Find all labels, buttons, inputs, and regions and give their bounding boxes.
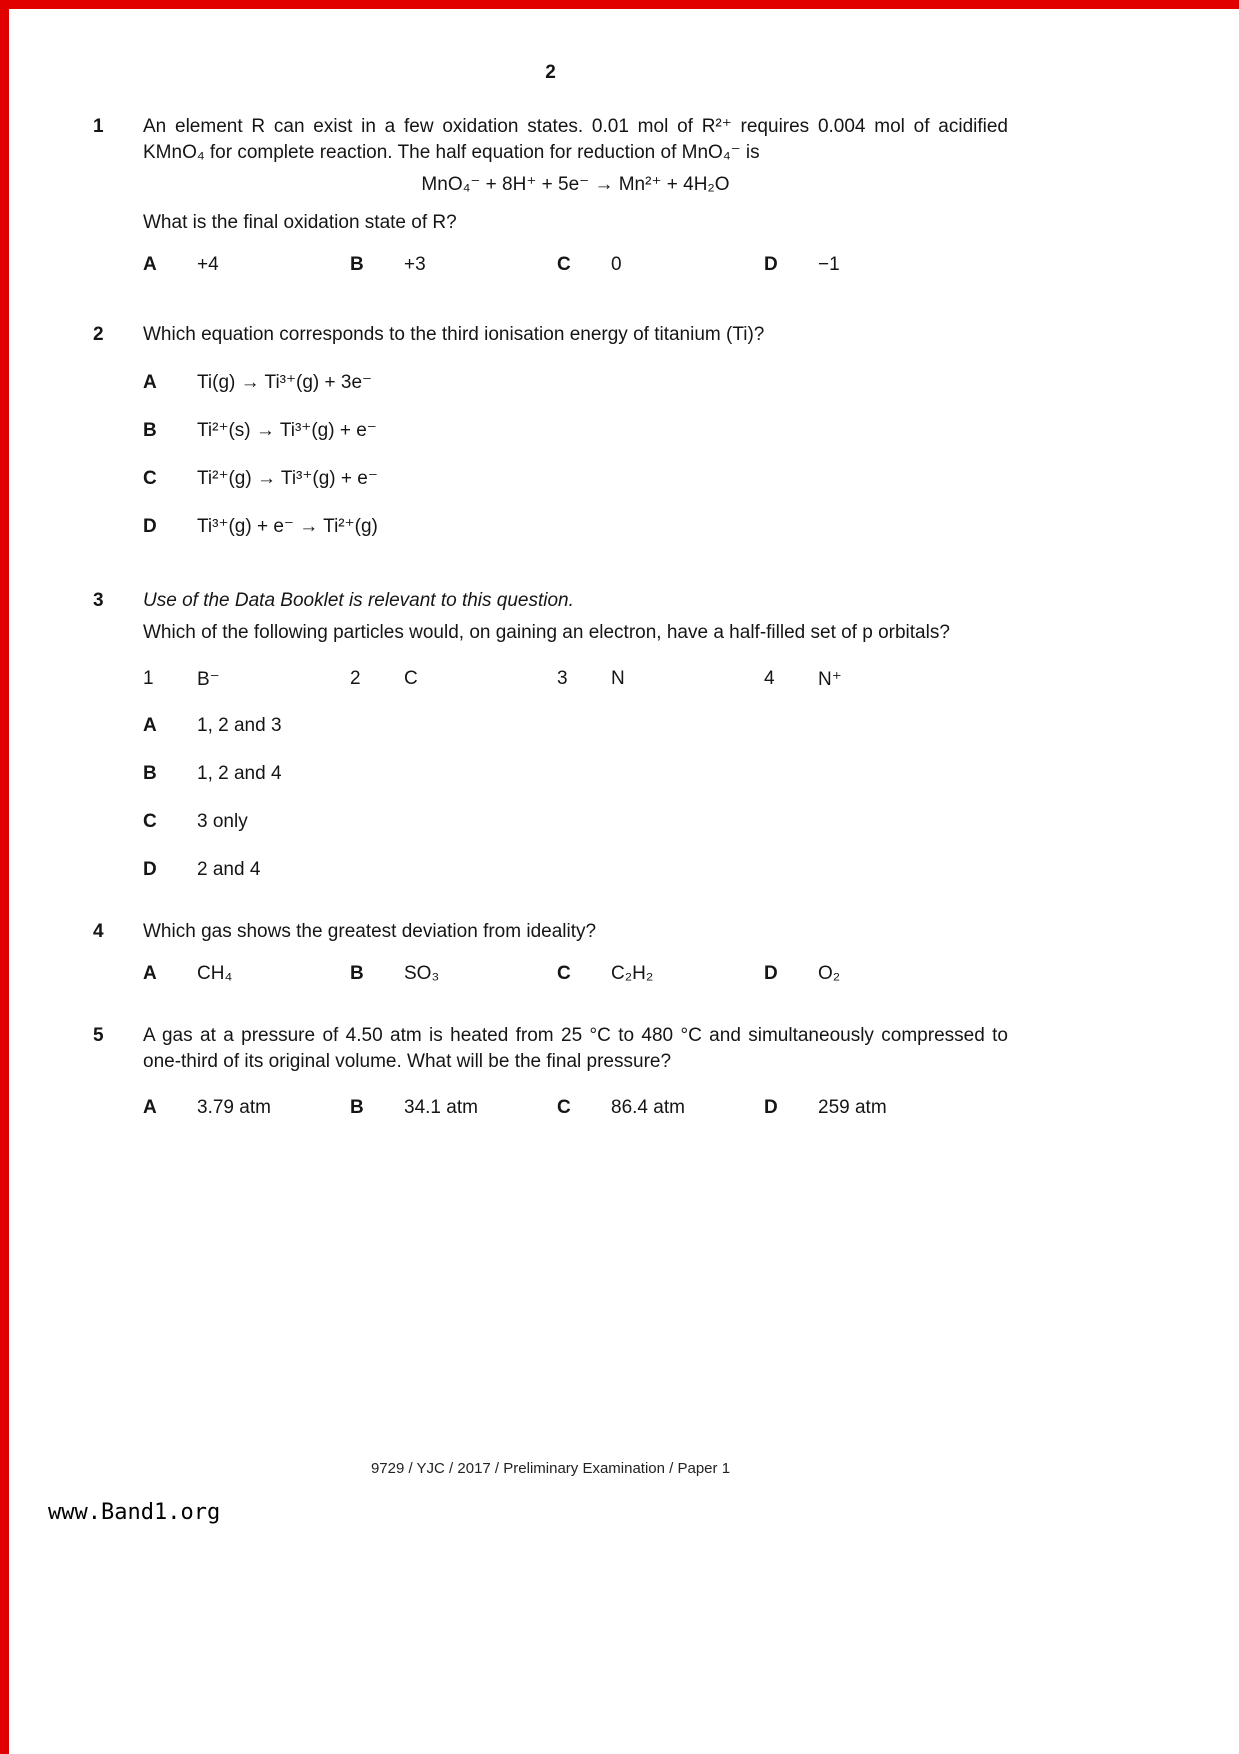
option-value: O₂ [818, 963, 841, 984]
option-label: D [143, 516, 157, 537]
option-c [557, 963, 764, 985]
question-2 [93, 322, 1008, 540]
website-watermark: www.Band1.org [48, 1500, 221, 1525]
option-label: D [764, 1097, 778, 1118]
option-value: 259 atm [818, 1097, 887, 1118]
statement-3 [557, 668, 764, 691]
option-b [350, 963, 557, 985]
option-label: A [143, 1097, 157, 1118]
option-label: B [350, 1097, 364, 1118]
question-2-number: 2 [93, 324, 104, 345]
question-1-half-equation: MnO₄⁻ + 8H⁺ + 5e⁻ → Mn²⁺ + 4H₂O [421, 174, 730, 195]
page-content [93, 62, 1008, 1119]
option-a [143, 713, 1008, 739]
option-label: B [143, 420, 157, 441]
option-label: C [557, 963, 571, 984]
statement-label: 2 [350, 668, 361, 689]
option-label: A [143, 254, 157, 275]
option-value: 3 only [197, 811, 248, 832]
option-label: C [143, 811, 157, 832]
option-label: D [143, 859, 157, 880]
statement-1 [143, 668, 350, 691]
question-1 [93, 114, 1008, 276]
question-2-body [143, 322, 1008, 540]
question-3-body [143, 588, 1008, 883]
option-d [143, 514, 1008, 540]
question-5-body [143, 1023, 1008, 1119]
option-value: C₂H₂ [611, 963, 654, 984]
option-c [557, 254, 764, 276]
option-label: A [143, 715, 157, 736]
question-4-text: Which gas shows the greatest deviation from ideality? [143, 921, 597, 942]
question-1-text: An element R can exist in a few oxidation states. 0.01 mol of R²⁺ requires 0.004 mol of acidified KMnO₄ for complete reaction. The half equation for reduction of MnO₄⁻ is [143, 116, 1008, 163]
option-value: 86.4 atm [611, 1097, 685, 1118]
option-c [143, 466, 1008, 492]
statement-value: N⁺ [818, 669, 842, 690]
option-value: SO₃ [404, 963, 440, 984]
question-1-prompt: What is the final oxidation state of R? [143, 212, 457, 233]
option-label: B [350, 963, 364, 984]
option-d [764, 1097, 971, 1119]
statement-label: 4 [764, 668, 775, 689]
option-value: 3.79 atm [197, 1097, 271, 1118]
option-label: C [557, 1097, 571, 1118]
statement-4 [764, 668, 971, 691]
option-d [764, 963, 971, 985]
question-3-text: Which of the following particles would, on gaining an electron, have a half-filled set of p orbitals? [143, 622, 950, 643]
option-label: A [143, 963, 157, 984]
question-3-number: 3 [93, 590, 104, 611]
question-4 [93, 919, 1008, 985]
option-value: 34.1 atm [404, 1097, 478, 1118]
option-value: CH₄ [197, 963, 233, 984]
option-value: 0 [611, 254, 622, 275]
option-b [350, 1097, 557, 1119]
option-b [143, 761, 1008, 787]
option-label: D [764, 254, 778, 275]
option-value: Ti²⁺(g) → Ti³⁺(g) + e⁻ [197, 468, 378, 489]
top-red-border [0, 0, 1239, 9]
option-value: 2 and 4 [197, 859, 261, 880]
data-booklet-note: Use of the Data Booklet is relevant to this question. [143, 590, 574, 611]
option-value: −1 [818, 254, 840, 275]
option-d [143, 857, 1008, 883]
option-value: +4 [197, 254, 219, 275]
question-1-number: 1 [93, 116, 104, 137]
option-d [764, 254, 971, 276]
statement-value: N [611, 668, 625, 689]
question-5 [93, 1023, 1008, 1119]
question-3 [93, 588, 1008, 883]
question-1-options [143, 254, 1008, 276]
statement-value: C [404, 668, 418, 689]
option-a [143, 963, 350, 985]
option-b [143, 418, 1008, 444]
option-label: C [557, 254, 571, 275]
option-value: Ti(g) → Ti³⁺(g) + 3e⁻ [197, 372, 373, 393]
option-a [143, 254, 350, 276]
exam-paper-footer: 9729 / YJC / 2017 / Preliminary Examination / Paper 1 [370, 1460, 731, 1477]
option-value: +3 [404, 254, 426, 275]
question-2-text: Which equation corresponds to the third ionisation energy of titanium (Ti)? [143, 324, 765, 345]
option-value: Ti²⁺(s) → Ti³⁺(g) + e⁻ [197, 420, 377, 441]
question-4-body [143, 919, 1008, 985]
statement-label: 1 [143, 668, 154, 689]
option-label: B [143, 763, 157, 784]
page-number: 2 [545, 62, 556, 83]
question-5-number: 5 [93, 1025, 104, 1046]
option-label: B [350, 254, 364, 275]
statement-2 [350, 668, 557, 691]
question-4-number: 4 [93, 921, 104, 942]
option-a [143, 1097, 350, 1119]
option-label: A [143, 372, 157, 393]
question-1-body [143, 114, 1008, 276]
question-4-options [143, 963, 1008, 985]
left-red-border [0, 0, 9, 1754]
option-c [143, 809, 1008, 835]
option-b [350, 254, 557, 276]
statement-label: 3 [557, 668, 568, 689]
option-value: 1, 2 and 3 [197, 715, 282, 736]
option-label: C [143, 468, 157, 489]
option-a [143, 370, 1008, 396]
option-c [557, 1097, 764, 1119]
option-value: Ti³⁺(g) + e⁻ → Ti²⁺(g) [197, 516, 378, 537]
statement-value: B⁻ [197, 669, 220, 690]
option-label: D [764, 963, 778, 984]
option-value: 1, 2 and 4 [197, 763, 282, 784]
question-5-text: A gas at a pressure of 4.50 atm is heated from 25 °C to 480 °C and simultaneously compressed to one-third of its original volume. What will be the final pressure? [143, 1025, 1008, 1072]
question-3-statements [143, 668, 1008, 691]
question-5-options [143, 1097, 1008, 1119]
